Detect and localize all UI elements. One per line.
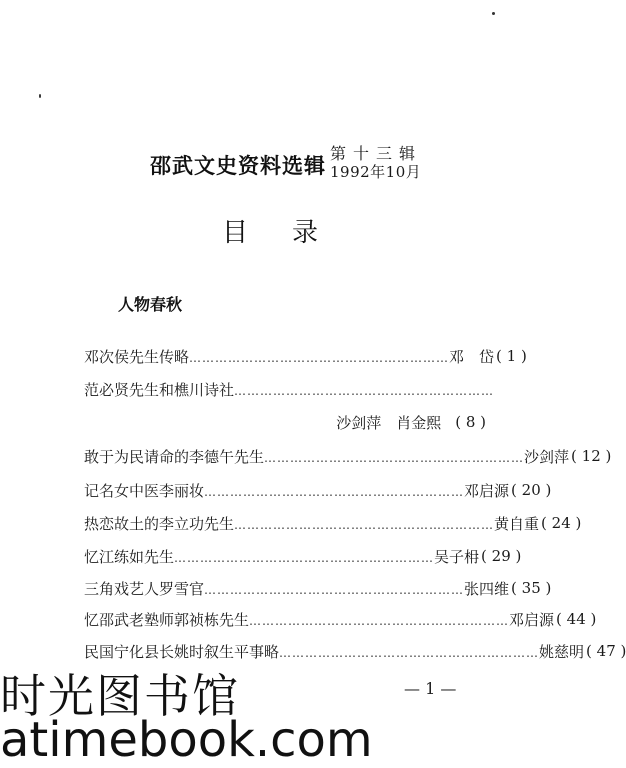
entry-title: 热恋故土的李立功先生 (84, 514, 235, 533)
series-title: 邵武文史资料选辑 (150, 154, 326, 178)
scan-speck (492, 12, 495, 15)
toc-entry (84, 607, 597, 631)
toc-entry (84, 478, 552, 502)
entry-page: ( 12 ) (571, 447, 612, 465)
leader-dots: …………………………………………………… (174, 551, 435, 565)
entry-page: ( 35 ) (511, 579, 552, 597)
toc-entry (84, 344, 527, 368)
entry-title: 忆江练如先生 (84, 547, 175, 566)
entry-title: 敢于为民请命的李德午先生 (84, 447, 265, 466)
entry-author: 沙剑萍 (524, 447, 570, 466)
entry-title: 忆邵武老塾师郭祯栋先生 (84, 610, 250, 629)
leader-dots: …………………………………………………… (279, 646, 540, 660)
toc-heading: 目录 (222, 218, 363, 248)
toc-entry (84, 511, 582, 535)
toc-entry (84, 377, 495, 401)
entry-author: 邓启源 (464, 481, 510, 500)
entry-page: ( 8 ) (455, 413, 486, 431)
scan-speck (39, 94, 41, 98)
entry-page: ( 24 ) (541, 514, 582, 532)
toc-entry (84, 576, 552, 600)
entry-author: 邓 岱 (449, 347, 495, 366)
entry-page: ( 29 ) (481, 547, 522, 565)
section-heading: 人物春秋 (118, 295, 183, 314)
series-meta (330, 145, 422, 181)
entry-author: 姚慈明 (539, 642, 585, 661)
entry-page: ( 44 ) (556, 610, 597, 628)
leader-dots: …………………………………………………… (204, 583, 465, 597)
page-number: — 1 — (404, 679, 457, 698)
entry-author: 邓启源 (509, 610, 555, 629)
entry-author: 沙剑萍 肖金熙 (336, 413, 442, 432)
entry-title: 邓次侯先生传略 (84, 347, 190, 366)
entry-title: 三角戏艺人罗雪官 (84, 579, 205, 598)
leader-dots: …………………………………………………… (189, 351, 450, 365)
entry-author: 吴子枏 (434, 547, 480, 566)
leader-dots: …………………………………………………… (234, 518, 495, 532)
entry-title: 范必贤先生和樵川诗社 (84, 380, 235, 399)
entry-page: ( 1 ) (496, 347, 527, 365)
watermark-chinese: 时光图书馆 (0, 669, 240, 723)
entry-title: 记名女中医李丽妆 (84, 481, 205, 500)
toc-entry (84, 444, 612, 468)
leader-dots: …………………………………………………… (234, 384, 495, 398)
entry-page: ( 20 ) (511, 481, 552, 499)
entry-author: 黄自重 (494, 514, 540, 533)
toc-entry-continuation (0, 410, 486, 434)
issue-number: 第十三辑 (330, 144, 423, 163)
entry-title: 民国宁化县长姚时叙生平事略 (84, 642, 280, 661)
entry-author: 张四维 (464, 579, 510, 598)
watermark-url: atimebook.com (0, 712, 373, 768)
leader-dots: …………………………………………………… (264, 451, 525, 465)
leader-dots: …………………………………………………… (249, 614, 510, 628)
publication-date: 1992年10月 (330, 163, 422, 181)
leader-dots: …………………………………………………… (204, 485, 465, 499)
entry-page: ( 47 ) (586, 642, 626, 660)
toc-entry (84, 544, 522, 568)
